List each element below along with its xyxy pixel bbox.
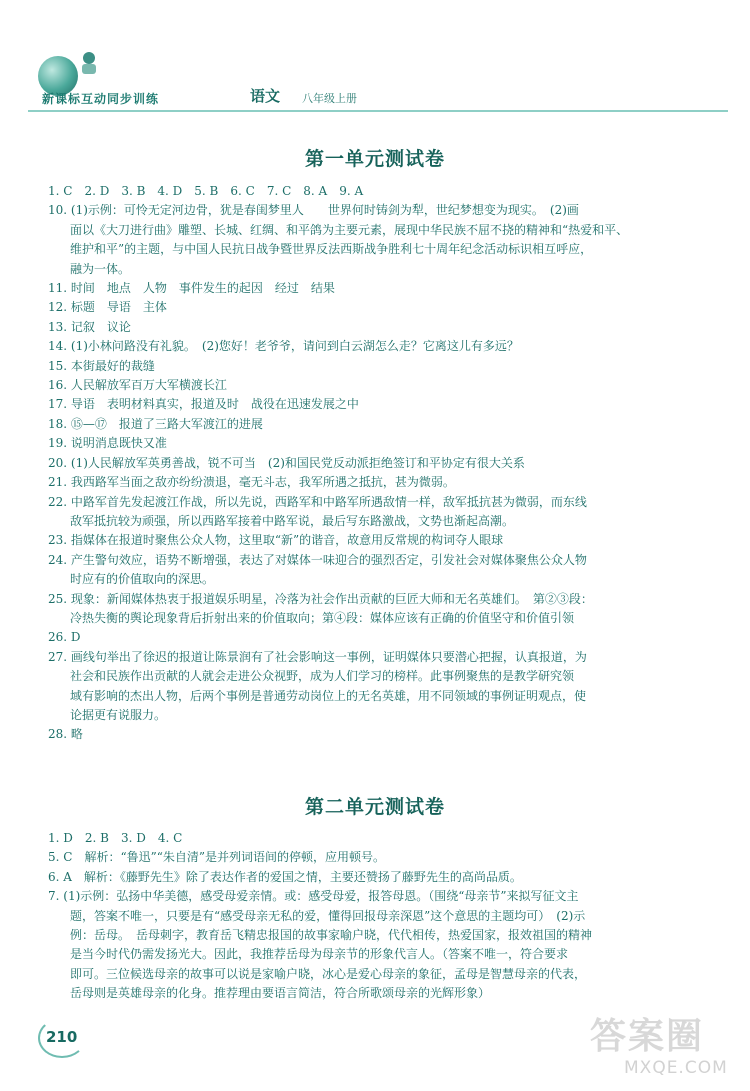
answer-line: 11. 时间 地点 人物 事件发生的起因 经过 结果 — [48, 281, 335, 296]
answer-line: 24. 产生警句效应，语势不断增强，表达了对媒体一味迎合的强烈否定，引发社会对媒体聚焦公众人物 — [48, 552, 587, 567]
answer-line: 12. 标题 导语 主体 — [48, 300, 167, 315]
unit2-title: 第二单元测试卷 — [304, 796, 445, 818]
answer-line: 维护和平”的主题，与中国人民抗日战争暨世界反法西斯战争胜利七十周年纪念活动标识相互呼应， — [70, 242, 593, 257]
series-title: 新课标互动同步训练 — [42, 92, 160, 106]
page-number: 210 — [46, 1028, 78, 1046]
answer-line: 25. 现象：新闻媒体热衷于报道娱乐明星，冷落为社会作出贡献的巨匠大师和无名英雄们。 第②③段： — [48, 591, 593, 606]
answer-line: 面以《大刀进行曲》雕塑、长城、红绸、和平鸽为主要元素，展现中华民族不屈不挠的精神和“热爱和平、 — [70, 222, 629, 237]
answer-line: 23. 指媒体在报道时聚焦公众人物，这里取“新”的谐音，故意用反常规的构词夺人眼球 — [48, 533, 504, 548]
answer-line: 28. 略 — [48, 727, 83, 742]
watermark-text: 答案圈 — [590, 1016, 705, 1057]
subject-label: 语文 — [250, 87, 281, 105]
answer-line: 15. 本街最好的裁缝 — [48, 358, 155, 373]
answer-line: 1. C 2. D 3. B 4. D 5. B 6. C 7. C 8. A 9. A — [48, 184, 364, 198]
answer-line: 26. D — [48, 630, 81, 645]
answer-line: 17. 导语 表明材料真实，报道及时 战役在迅速发展之中 — [48, 397, 359, 412]
unit2-answers — [48, 829, 688, 1004]
answer-line: 18. ⑮—⑰ 报道了三路大军渡江的进展 — [48, 416, 263, 431]
answer-line: 20. (1)人民解放军英勇善战，锐不可当 (2)和国民党反动派拒绝签订和平协定有很大关系 — [48, 455, 525, 470]
answer-line: 岳母则是英雄母亲的化身。推荐理由要语言简洁，符合所歌颂母亲的光辉形象） — [70, 986, 491, 1001]
header-divider — [28, 110, 728, 112]
answer-line: 冷热失衡的舆论现象背后折射出来的价值取向；第④段：媒体应该有正确的价值坚守和价值引领 — [70, 610, 575, 625]
answer-line: 27. 画线句举出了徐迟的报道让陈景润有了社会影响这一事例，证明媒体只要潜心把握，认真报道，为 — [48, 649, 587, 664]
page-header — [28, 52, 728, 108]
answer-line: 融为一体。 — [70, 261, 131, 276]
answer-line: 6. A 解析：《藤野先生》除了表达作者的爱国之情，主要还赞扬了藤野先生的高尚品质。 — [48, 869, 522, 884]
child-figure-icon — [82, 52, 96, 74]
answer-line: 题，答案不唯一，只要是有“感受母亲无私的爱，懂得回报母亲深恩”这个意思的主题均可） (2)示 — [70, 908, 586, 923]
answer-line: 19. 说明消息既快又准 — [48, 436, 167, 451]
answer-line: 21. 我西路军当面之敌亦纷纷溃退，毫无斗志，我军所遇之抵抗，甚为微弱。 — [48, 475, 455, 490]
unit1-answers — [48, 182, 688, 745]
answer-line: 是当今时代仍需发扬光大。因此，我推荐岳母为母亲节的形象代言人。（答案不唯一，符合要求 — [70, 947, 569, 962]
answer-line: 22. 中路军首先发起渡江作战，所以先说，西路军和中路军所遇敌情一样，敌军抵抗甚为微弱，而东线 — [48, 494, 587, 509]
answer-line: 7. (1)示例：弘扬中华美德，感受母爱亲情。或：感受母爱，报答母恩。（围绕“母亲节”来拟写征文主 — [48, 889, 579, 904]
answer-line: 14. (1)小林问路没有礼貌。 (2)您好！老爷爷，请问到白云湖怎么走？它离这儿有多远？ — [48, 339, 519, 354]
answer-line: 10. (1)示例：可怜无定河边骨，犹是春闺梦里人 世界何时铸剑为犁，世纪梦想变为现实。 (2)画 — [48, 203, 579, 218]
answer-line: 例：岳母。 岳母刺字，教育岳飞精忠报国的故事家喻户晓，代代相传，热爱国家，报效祖国的精神 — [70, 928, 593, 943]
watermark — [590, 1008, 738, 1084]
answer-line: 时应有的价值取向的深思。 — [70, 572, 215, 587]
answer-line: 13. 记叙 议论 — [48, 319, 131, 334]
watermark-domain: MXQE.COM — [624, 1058, 728, 1078]
answer-line: 敌军抵抗较为顽强，所以西路军接着中路军说，最后写东路激战，文势也渐起高潮。 — [70, 513, 515, 528]
grade-label: 八年级上册 — [302, 92, 357, 105]
answer-line: 社会和民族作出贡献的人就会走进公众视野，成为人们学习的榜样。此事例聚焦的是教学研究领 — [70, 669, 575, 684]
answer-line: 论据更有说服力。 — [70, 707, 167, 722]
answer-line: 域有影响的杰出人物，后两个事例是普通劳动岗位上的无名英雄，用不同领域的事例证明观点，使 — [70, 688, 587, 703]
answer-line: 5. C 解析：“鲁迅”“朱自清”是并列词语间的停顿，应用顿号。 — [48, 850, 385, 865]
answer-line: 1. D 2. B 3. D 4. C — [48, 831, 183, 845]
answer-line: 16. 人民解放军百万大军横渡长江 — [48, 378, 227, 393]
answer-line: 即可。三位候选母亲的故事可以说是家喻户晓，冰心是爱心母亲的象征，孟母是智慧母亲的代表， — [70, 966, 587, 981]
unit1-title: 第一单元测试卷 — [304, 148, 445, 170]
